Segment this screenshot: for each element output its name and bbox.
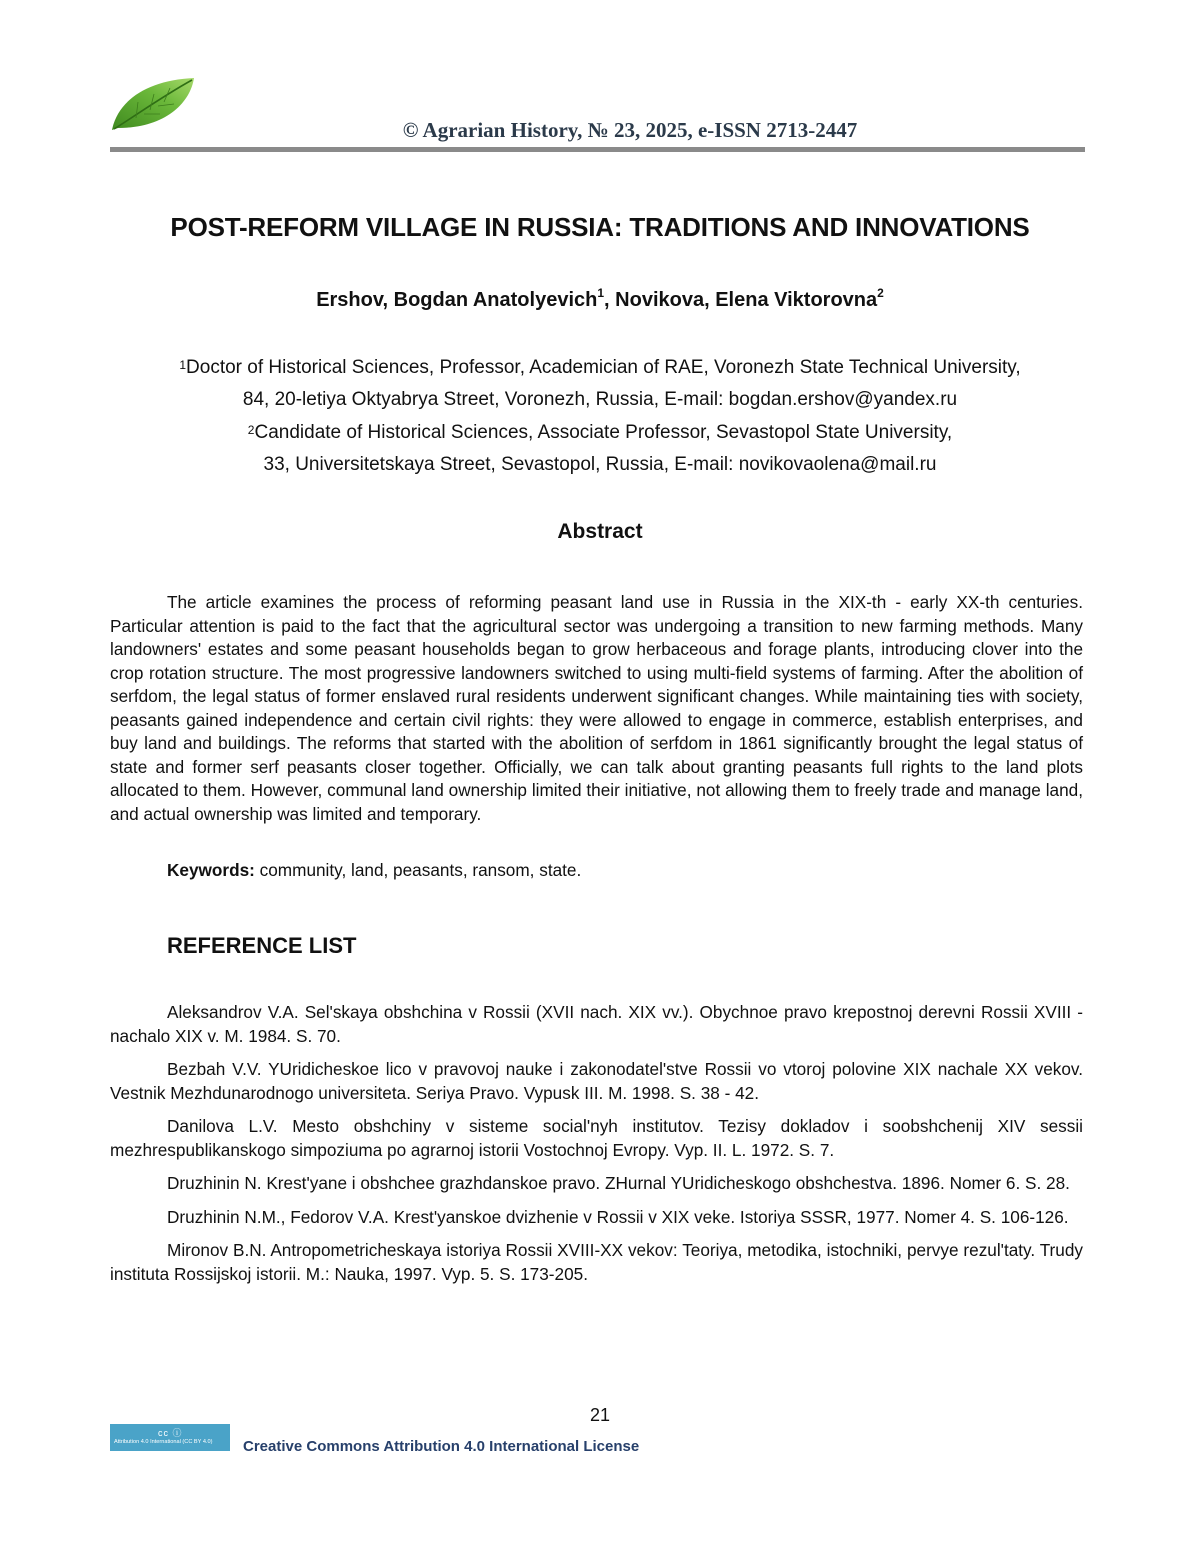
journal-header: © Agrarian History, № 23, 2025, e-ISSN 2713-2447 [402,118,858,142]
reference-item: Aleksandrov V.A. Sel'skaya obshchina v Rossii (XVII nach. XIX vv.). Obychnoe pravo krepostnoj derevni Rossii XVIII - nachalo XIX v. M. 1984. S. 70. [110,1002,1083,1046]
author-2-sup: 2 [877,286,884,300]
leaf-logo-icon [108,74,200,134]
author-1-sup: 1 [597,286,605,300]
reference-list [110,1001,1083,1296]
keywords-label: Keywords: [167,860,255,880]
reference-item: Bezbah V.V. YUridicheskoe lico v pravovoj nauke i zakonodatel'stve Rossii vo vtoroj polovine XIX nachale XX vekov. Vestnik Mezhdunarodnogo universiteta. Seriya Pravo. Vypusk III. M. 1998. S. 38 - 42. [110,1059,1083,1103]
aff-1-sup: 1 [179,358,187,372]
reference-item: Druzhinin N.M., Fedorov V.A. Krest'yanskoe dvizhenie v Rossii v XIX veke. Istoriya SSSR, 1977. Nomer 4. S. 106-126. [167,1206,1069,1227]
affiliation-1-line-1: $^1$Doctor of Historical Sciences, Professor, Academician of RAE, Voronezh State Technical University, [179,357,1021,378]
author-separator: , [604,289,616,311]
references-heading: REFERENCE LIST [167,933,357,958]
author-1: Ershov, Bogdan Anatolyevich [316,289,598,311]
cc-by-badge[interactable] [110,1424,230,1451]
authors [0,286,1200,312]
reference-item: Druzhinin N. Krest'yane i obshchee grazhdanskoe pravo. ZHurnal YUridicheskogo obshchestva. 1896. Nomer 6. S. 28. [167,1173,1070,1193]
reference-item: Mironov B.N. Antropometricheskaya istoriya Rossii XVIII-XX vekov: Teoriya, metodika, istochniki, pervye rezul'taty. Trudy instituta Rossijskoj istorii. M.: Nauka, 1997. Vyp. 5. S. 173-205. [110,1240,1083,1284]
abstract-heading: Abstract [557,520,643,543]
affiliation-2-line-2: 33, Universitetskaya Street, Sevastopol, Russia, E-mail: novikovaolena@mail.ru [263,454,937,475]
abstract-text: The article examines the process of reforming peasant land use in Russia in the XIX-th - early XX-th centuries. Particular attention is paid to the fact that the agricultural sector was undergoing a transition to new farming methods. Many landowners' estates and some peasant households began to grow herbaceous and forage plants, introducing clover into the crop rotation structure. The most progressive landowners switched to using multi-field systems of farming. After the abolition of serfdom, the legal status of former enslaved rural residents underwent significant changes. While maintaining ties with society, peasants gained independence and certain civil rights: they were allowed to engage in commerce, establish enterprises, and buy land and buildings. The reforms that started with the abolition of serfdom in 1861 significantly brought the legal status of state and former serf peasants closer together. Officially, we can talk about granting peasants full rights to the land plots allocated to them. However, communal land ownership limited their initiative, not allowing them to freely trade and manage land, and actual ownership was limited and temporary. [110,592,1083,824]
cc-badge-text: Attribution 4.0 International (CC BY 4.0) [114,1439,213,1445]
cc-icon: cc ⓘ [158,1428,183,1438]
keywords-text: community, land, peasants, ransom, state. [254,860,582,880]
keywords [167,860,1067,881]
affiliation-1-line-2: 84, 20-letiya Oktyabrya Street, Voronezh, Russia, E-mail: bogdan.ershov@yandex.ru [242,389,958,410]
affiliation-2-line-1: $^2$Candidate of Historical Sciences, Associate Professor, Sevastopol State University, [247,422,953,443]
author-2: Novikova, Elena Viktorovna [615,289,878,311]
header-rule [110,147,1085,152]
page-number: 21 [589,1405,611,1425]
paper-title: POST-REFORM VILLAGE IN RUSSIA: TRADITIONS AND INNOVATIONS [170,212,1030,242]
aff-2-sup: 2 [247,423,255,437]
reference-item: Danilova L.V. Mesto obshchiny v sisteme social'nyh institutov. Tezisy dokladov i soobshchenij XIV sessii mezhrespublikanskogo simpoziuma po agrarnoj istorii Vostochnoj Evropy. Vyp. II. L. 1972. S. 7. [110,1116,1083,1160]
license-link[interactable]: Creative Commons Attribution 4.0 International License [243,1438,640,1455]
